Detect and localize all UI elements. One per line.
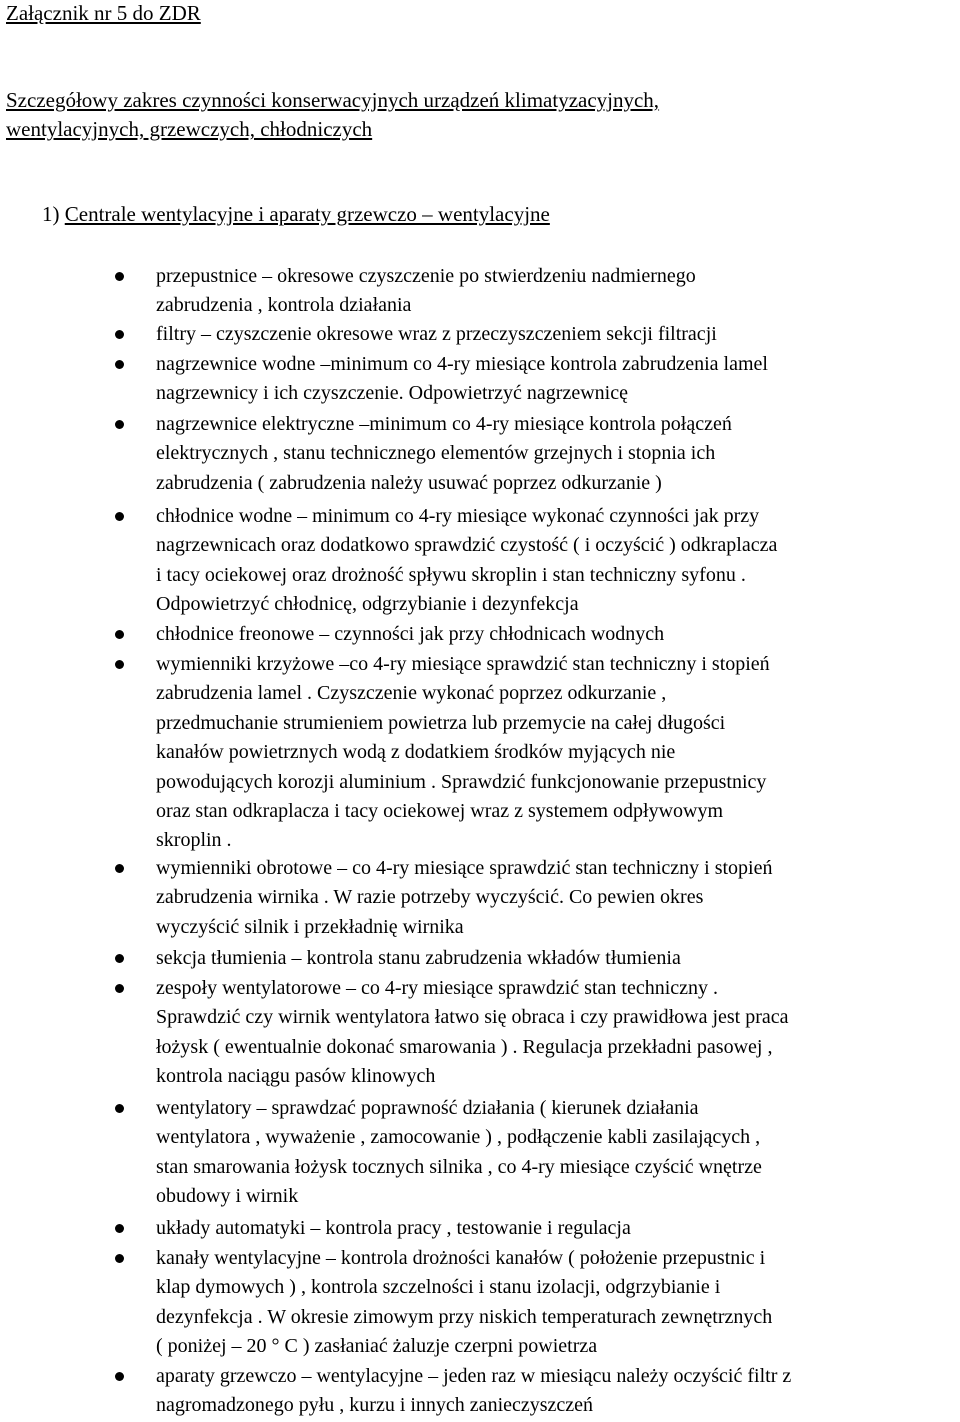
list-item-line: nagrzewnice elektryczne –minimum co 4-ry miesiące kontrola połączeń [156,413,732,435]
list-item-text [156,1214,956,1243]
list-item-line: skroplin . [156,829,232,852]
bullet-icon [115,1224,124,1233]
title-line: wentylacyjnych, grzewczych, chłodniczych [6,117,373,141]
list-item-line: zabrudzenia lamel . Czyszczenie wykonać poprzez odkurzanie , [156,682,667,705]
list-item-text [156,620,956,649]
list-item-line: kanały wentylacyjne – kontrola drożności kanałów ( położenie przepustnic i [156,1247,766,1269]
list-item-line: wentylatory – sprawdzać poprawność działania ( kierunek działania [156,1097,699,1119]
list-item-text [156,262,956,321]
bullet-icon [115,1104,124,1113]
bullet-icon [115,984,124,993]
list-item-line: zespoły wentylatorowe – co 4-ry miesiące sprawdzić stan techniczny . [156,977,719,999]
list-item-line: aparaty grzewczo – wentylacyjne – jeden raz w miesiącu należy oczyścić filtr z [156,1365,792,1387]
document-title [6,86,906,144]
list-item-line: filtry – czyszczenie okresowe wraz z przeczyszczeniem sekcji filtracji [156,323,717,345]
list-item-line: powodujących korozji aluminium . Sprawdzić funkcjonowanie przepustnicy [156,770,767,793]
section-number: 1) [42,202,60,226]
list-item-line: wymienniki krzyżowe –co 4-ry miesiące sprawdzić stan techniczny i stopień [156,653,770,675]
list-item-line: przepustnice – okresowe czyszczenie po stwierdzeniu nadmiernego [156,265,696,287]
section-heading [42,200,550,229]
list-item-line: oraz stan odkraplacza i tacy ociekowej wraz z systemem odpływowym [156,800,724,823]
list-item-line: wentylatora , wyważenie , zamocowanie ) , podłączenie kabli zasilających , [156,1126,761,1149]
list-item-line: kontrola naciągu pasów klinowych [156,1065,436,1088]
bullet-icon [115,630,124,639]
list-item-text [156,1362,956,1421]
list-item-line: stan smarowania łożysk tocznych silnika , co 4-ry miesiące czyścić wnętrze [156,1155,762,1178]
bullet-icon [115,512,124,521]
list-item-text [156,974,956,1092]
bullet-icon [115,954,124,963]
list-item-line: zabrudzenia , kontrola działania [156,294,412,317]
list-item-line: sekcja tłumienia – kontrola stanu zabrudzenia wkładów tłumienia [156,947,681,969]
list-item-line: chłodnice freonowe – czynności jak przy chłodnicach wodnych [156,623,665,645]
list-item-line: i tacy ociekowej oraz drożność spływu skroplin i stan techniczny syfonu . [156,563,746,586]
document-header: Załącznik nr 5 do ZDR [6,1,201,25]
bullet-icon [115,1254,124,1263]
list-item-line: nagrzewnice wodne –minimum co 4-ry miesiące kontrola zabrudzenia lamel [156,353,768,375]
bullet-icon [115,864,124,873]
list-item-line: obudowy i wirnik [156,1185,299,1208]
list-item-text [156,350,956,409]
list-item-line: elektrycznych , stanu technicznego elementów grzejnych i stopnia ich [156,442,716,465]
list-item-line: łożysk ( ewentualnie dokonać smarowania ) . Regulacja przekładni pasowej , [156,1035,773,1058]
title-line: Szczegółowy zakres czynności konserwacyjnych urządzeń klimatyzacyjnych, [6,88,660,112]
list-item-text [156,410,956,498]
list-item-line: dezynfekcja . W okresie zimowym przy niskich temperaturach zewnętrznych [156,1305,773,1328]
list-item-text [156,320,956,349]
list-item-line: ( poniżej – 20 ° C ) zasłaniać żaluzje czerpni powietrza [156,1335,598,1358]
bullet-icon [115,660,124,669]
list-item-text [156,1094,956,1212]
list-item-text [156,502,956,620]
list-item-line: chłodnice wodne – minimum co 4-ry miesiące wykonać czynności jak przy [156,505,760,527]
list-item-line: kanałów powietrznych wodą z dodatkiem środków myjących nie [156,741,676,764]
list-item-line: układy automatyki – kontrola pracy , testowanie i regulacja [156,1217,631,1239]
list-item-line: nagrzewnicach oraz dodatkowo sprawdzić czystość ( i oczyścić ) odkraplacza [156,534,778,557]
list-item-line: Odpowietrzyć chłodnicę, odgrzybianie i dezynfekcja [156,593,579,616]
list-item-line: zabrudzenia ( zabrudzenia należy usuwać poprzez odkurzanie ) [156,471,662,494]
list-item-line: wyczyścić silnik i przekładnię wirnika [156,915,464,938]
list-item-line: przedmuchanie strumieniem powietrza lub przemycie na całej długości [156,711,726,734]
bullet-icon [115,272,124,281]
list-item-text [156,854,956,942]
bullet-icon [115,330,124,339]
bullet-icon [115,1372,124,1381]
bullet-icon [115,420,124,429]
bullet-icon [115,360,124,369]
list-item-line: nagrzewnicy i ich czyszczenie. Odpowietrzyć nagrzewnicę [156,382,628,405]
list-item-text [156,944,956,973]
list-item-text [156,1244,956,1362]
list-item-text [156,650,956,856]
list-item-line: klap dymowych ) , kontrola szczelności i stanu izolacji, odgrzybianie i [156,1276,721,1299]
list-item-line: zabrudzenia wirnika . W razie potrzeby wyczyścić. Co pewien okres [156,886,704,909]
list-item-line: wymienniki obrotowe – co 4-ry miesiące sprawdzić stan techniczny i stopień [156,857,773,879]
list-item-line: nagromadzonego pyłu , kurzu i innych zanieczyszczeń [156,1394,594,1417]
section-title: Centrale wentylacyjne i aparaty grzewczo – wentylacyjne [64,202,550,226]
list-item-line: Sprawdzić czy wirnik wentylatora łatwo się obraca i czy prawidłowa jest praca [156,1006,789,1029]
